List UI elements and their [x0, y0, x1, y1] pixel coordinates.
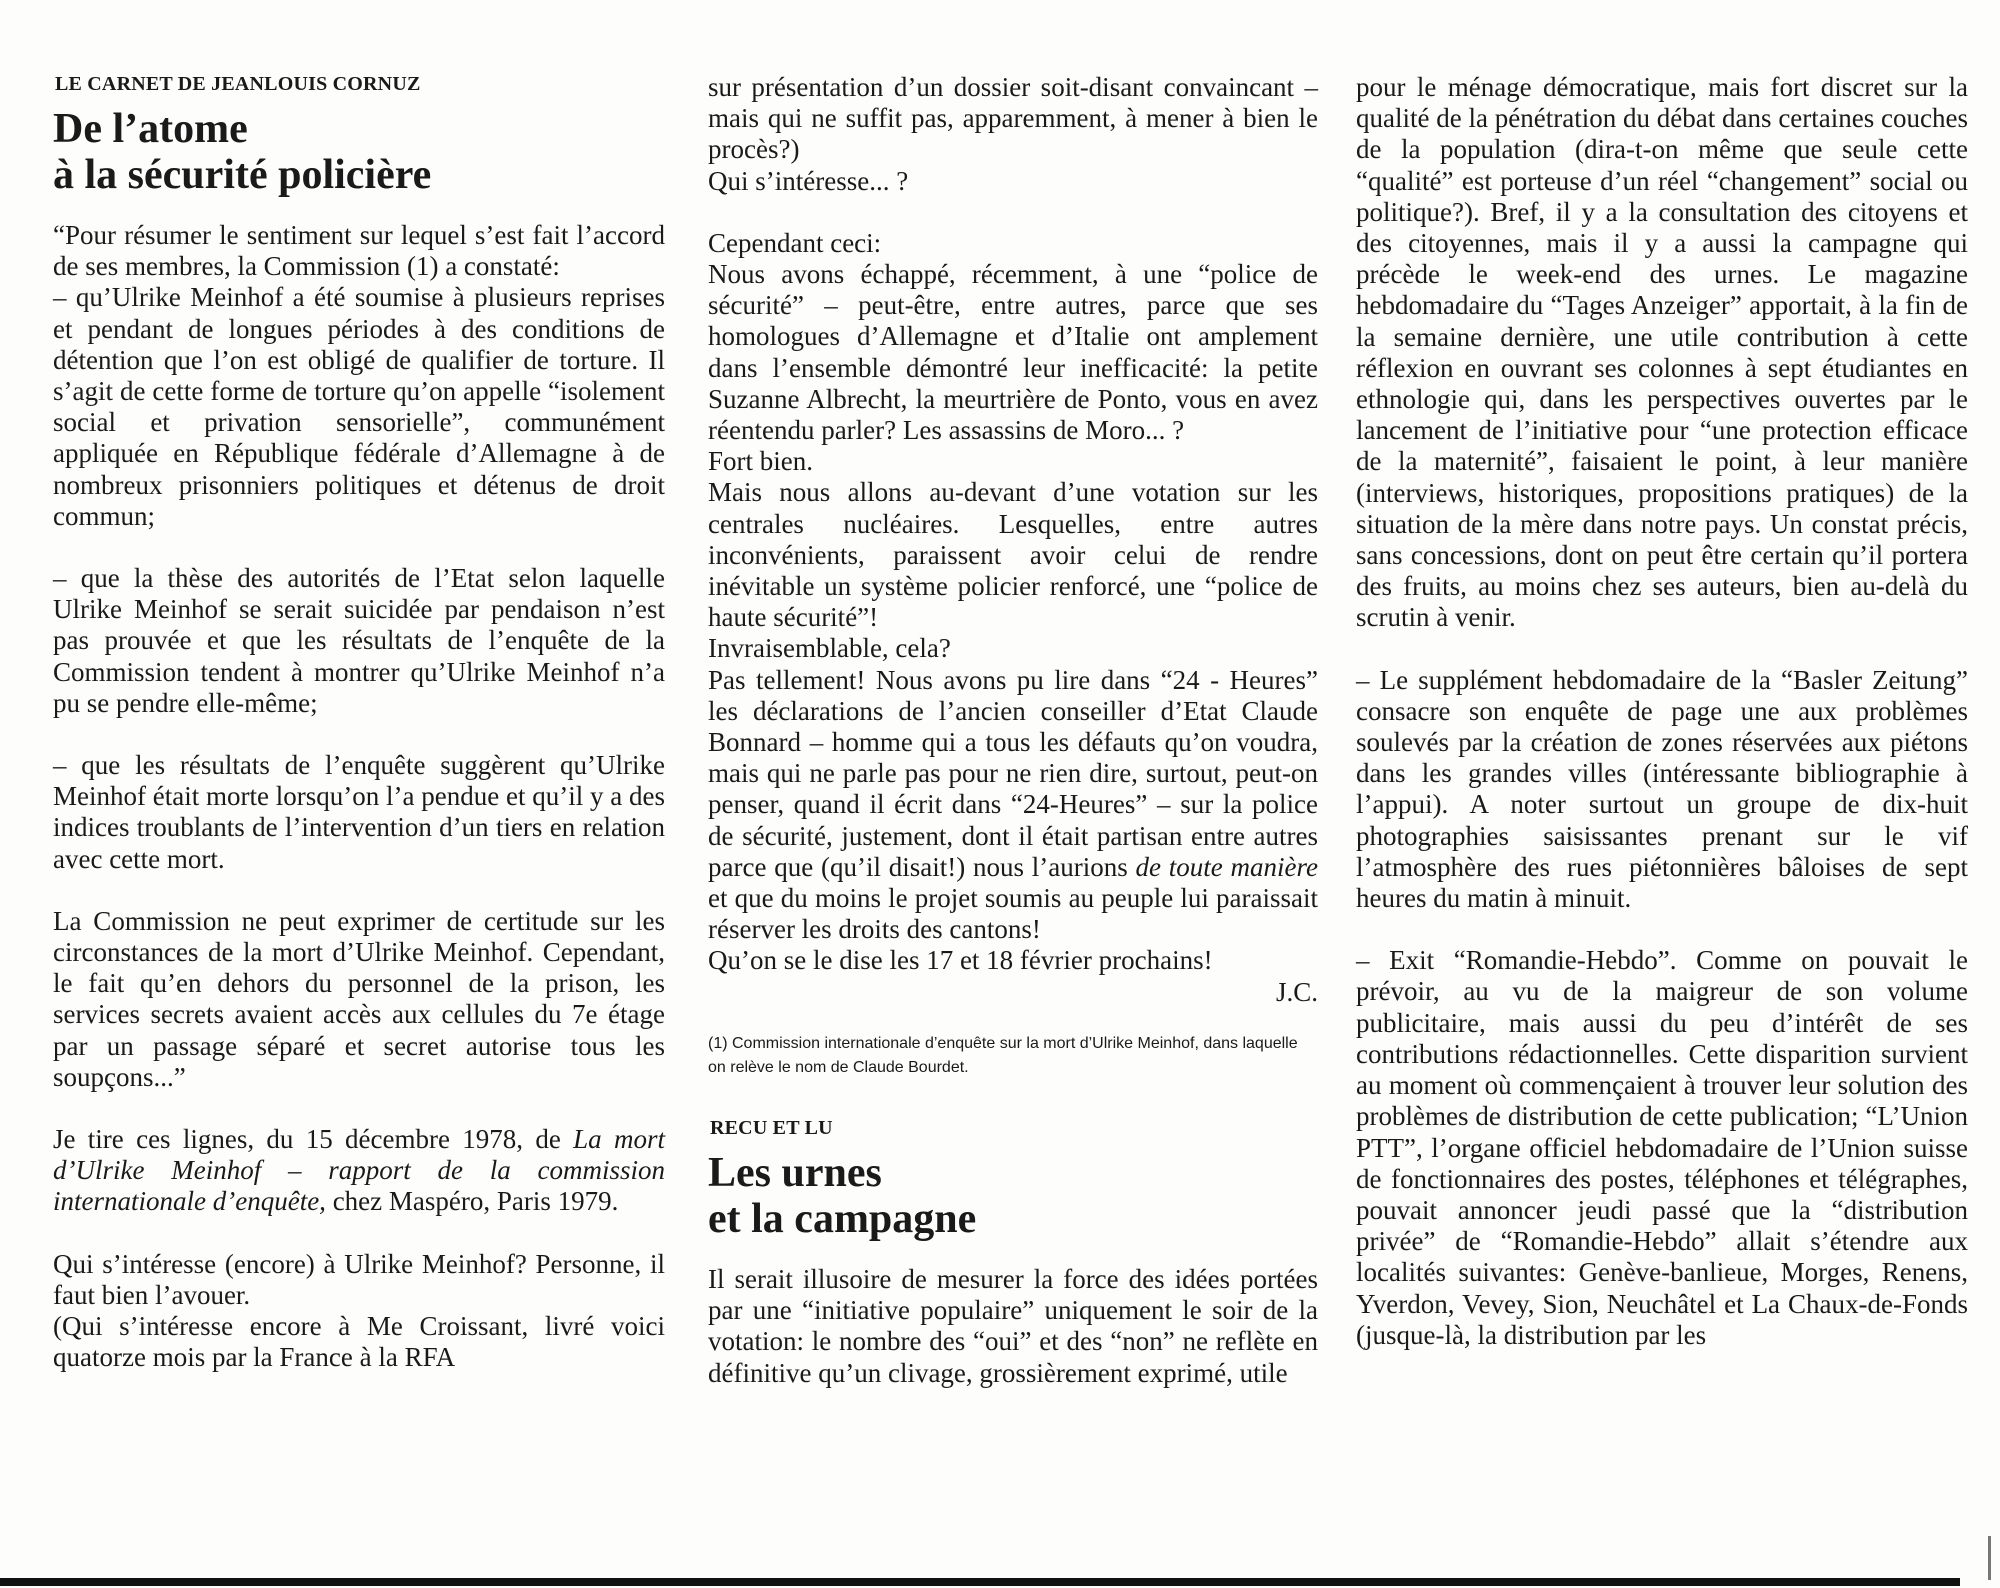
- paragraph: pour le ménage démocratique, mais fort discret sur la qualité de la pénétration du débat dans certaines couches de la population (dira-t-on même que seule cette “qualité” est porteuse d’un réel “changement” social ou politique?). Bref, il y a la consultation des citoyens et des citoyennes, mais il y a aussi la campagne qui précède le week-end des urnes. Le magazine hebdomadaire du “Tages Anzeiger” apportait, à la fin de la semaine dernière, une utile contribution à cette réflexion en ouvrant ses colonnes à sept étudiantes en ethnologie qui, dans les perspectives ouvertes par le lancement de l’initiative pour “une protection efficace de la maternité”, faisaient le point, à leur manière (interviews, historiques, propositions pratiques) de la situation de la mère dans notre pays. Un constat précis, sans concessions, dont on peut être certain qu’il portera des fruits, au moins chez ses auteurs, bien au-delà du scrutin à venir.: [1356, 72, 1968, 633]
- paragraph: Qui s’intéresse... ?: [708, 165, 909, 196]
- text-run: Je tire ces lignes, du 15 décembre 1978, de: [53, 1124, 574, 1155]
- text-run: Pas tellement! Nous avons pu lire dans “24 - Heures” les déclarations de l’ancien conseiller d’Etat Claude Bonnard – homme qui a tous les défauts qu’on voudra, mais qui ne parle pas pour ne rien dire, surtout, peut-on penser, quand il écrit dans “24-Heures” – sur la police de sécurité, justement, dont il était partisan entre autres parce que (qu’il disait!) nous l’aurions: [708, 664, 1318, 882]
- paragraph: “Pour résumer le sentiment sur lequel s’est fait l’accord de ses membres, la Commission (1) a constaté:: [53, 220, 665, 282]
- title-line-1: De l’atome: [53, 106, 248, 152]
- paragraph-gap: [1356, 634, 1968, 665]
- paragraph-gap: [53, 532, 665, 563]
- section-gap: [708, 1080, 1318, 1116]
- section-kicker-recu: RECU ET LU: [710, 1116, 833, 1139]
- text-run: et que du moins le projet soumis au peuple lui paraissait réserver les droits des cantons!: [708, 883, 1318, 945]
- title-line-2: et la campagne: [708, 1195, 977, 1242]
- paragraph: sur présentation d’un dossier soit-disant convaincant – mais qui ne suffit pas, apparemment, à mener à bien le procès?): [708, 72, 1318, 165]
- paragraph-gap: [708, 1008, 1318, 1032]
- paragraph-gap: [53, 1218, 665, 1249]
- text-run: chez Maspéro, Paris 1979.: [325, 1186, 619, 1217]
- column-3: [1356, 72, 1968, 1351]
- paragraph-gap: [53, 719, 665, 750]
- title-line-2: à la sécurité policière: [53, 152, 432, 198]
- paragraph-gap: [53, 1093, 665, 1124]
- footnote: (1) Commission internationale d’enquête sur la mort d’Ulrike Meinhof, dans laquelle on relève le nom de Claude Bourdet.: [708, 1034, 1298, 1076]
- article-title-atome: [53, 106, 665, 198]
- column-2: [708, 72, 1318, 1389]
- paragraph: [708, 665, 1318, 946]
- article-title-urnes: [708, 1150, 1318, 1242]
- paragraph: La Commission ne peut exprimer de certitude sur les circonstances de la mort d’Ulrike Meinhof. Cependant, le fait qu’en dehors du personnel de la prison, les services secrets avaient accès aux cellules du 7e étage par un passage séparé et secret autorise tous les soupçons...”: [53, 905, 665, 1092]
- paragraph: Cependant ceci:: [708, 227, 882, 258]
- column-1: [53, 72, 665, 1374]
- bottom-rule: [0, 1578, 1960, 1586]
- paragraph: – Exit “Romandie-Hebdo”. Comme on pouvait le prévoir, au vu de la maigreur de son volume publicitaire, mais aussi du peu d’intérêt de ses contributions rédactionnelles. Cette disparition survient au moment où commençaient à trouver leur solution des problèmes de distribution de cette publication; “L’Union PTT”, l’organe officiel hebdomadaire de l’Union suisse de fonctionnaires des postes, téléphones et télégraphes, pouvait annoncer jeudi passé que la “distribution privée” de “Romandie-Hebdo” allait s’étendre aux localités suivantes: Genève-banlieue, Morges, Renens, Yverdon, Vevey, Sion, Neuchâtel et La Chaux-de-Fonds (jusque-là, la distribution par les: [1356, 945, 1968, 1350]
- paragraph: Qui s’intéresse (encore) à Ulrike Meinhof? Personne, il faut bien l’avouer.: [53, 1248, 665, 1310]
- paragraph-gap: [1356, 914, 1968, 945]
- title-line-1: Les urnes: [708, 1149, 882, 1196]
- paragraph: – que la thèse des autorités de l’Etat selon laquelle Ulrike Meinhof se serait suicidée par pendaison n’est pas prouvée et que les résultats de l’enquête de la Commission tendent à montrer qu’Ulrike Meinhof n’a pu se pendre elle-même;: [53, 563, 665, 718]
- page-edge-mark: [1988, 1536, 1991, 1580]
- book-title: La mort d’Ulrike Meinhof – rapport de la commission internationale d’enquête,: [53, 1124, 665, 1217]
- paragraph: Nous avons échappé, récemment, à une “police de sécurité” – peut-être, entre autres, parce que ses homologues d’Allemagne et d’Italie ont amplement dans l’ensemble démontré leur inefficacité: la petite Suzanne Albrecht, la meurtrière de Ponto, vous en avez réentendu parler? Les assassins de Moro... ?: [708, 259, 1318, 446]
- paragraph: Mais nous allons au-devant d’une votation sur les centrales nucléaires. Lesquelles, entre autres inconvénients, paraissent avoir celui de rendre inévitable un système policier renforcé, une “police de haute sécurité”!: [708, 477, 1318, 633]
- author-signature: J.C.: [1275, 976, 1318, 1007]
- paragraph: Il serait illusoire de mesurer la force des idées portées par une “initiative populaire” uniquement le soir de la votation: le nombre des “oui” et des “non” ne reflète en définitive qu’un clivage, grossièrement exprimé, utile: [708, 1263, 1318, 1388]
- section-kicker-carnet: LE CARNET DE JEANLOUIS CORNUZ: [55, 73, 421, 95]
- paragraph: (Qui s’intéresse encore à Me Croissant, livré voici quatorze mois par la France à la RFA: [53, 1311, 665, 1373]
- paragraph-gap: [53, 875, 665, 906]
- italic-phrase: de toute manière: [1135, 851, 1319, 882]
- paragraph: – qu’Ulrike Meinhof a été soumise à plusieurs reprises et pendant de longues périodes à des conditions de détention que l’on est obligé de qualifier de torture. Il s’agit de cette forme de torture qu’on appelle “isolement social et privation sensorielle”, communément appliquée en République fédérale d’Allemagne à de nombreux prisonniers politiques et détenus de droit commun;: [53, 282, 665, 531]
- paragraph: Invraisemblable, cela?: [708, 633, 951, 664]
- paragraph: – Le supplément hebdomadaire de la “Basler Zeitung” consacre son enquête de page une aux problèmes soulevés par la création de zones réservées aux piétons dans les grandes villes (intéressante bibliographie à l’appui). A noter surtout un groupe de dix-huit photographies saisissantes prenant sur le vif l’atmosphère des rues piétonnières bâloises de sept heures du matin à minuit.: [1356, 664, 1968, 914]
- paragraph-citation: [53, 1124, 665, 1218]
- paragraph: Fort bien.: [708, 446, 813, 477]
- paragraph-gap: [708, 197, 1318, 228]
- paragraph: – que les résultats de l’enquête suggèrent qu’Ulrike Meinhof était morte lorsqu’on l’a pendue et qu’il y a des indices troublants de l’intervention d’un tiers en relation avec cette mort.: [53, 750, 665, 874]
- paragraph: Qu’on se le dise les 17 et 18 février prochains!: [708, 945, 1213, 976]
